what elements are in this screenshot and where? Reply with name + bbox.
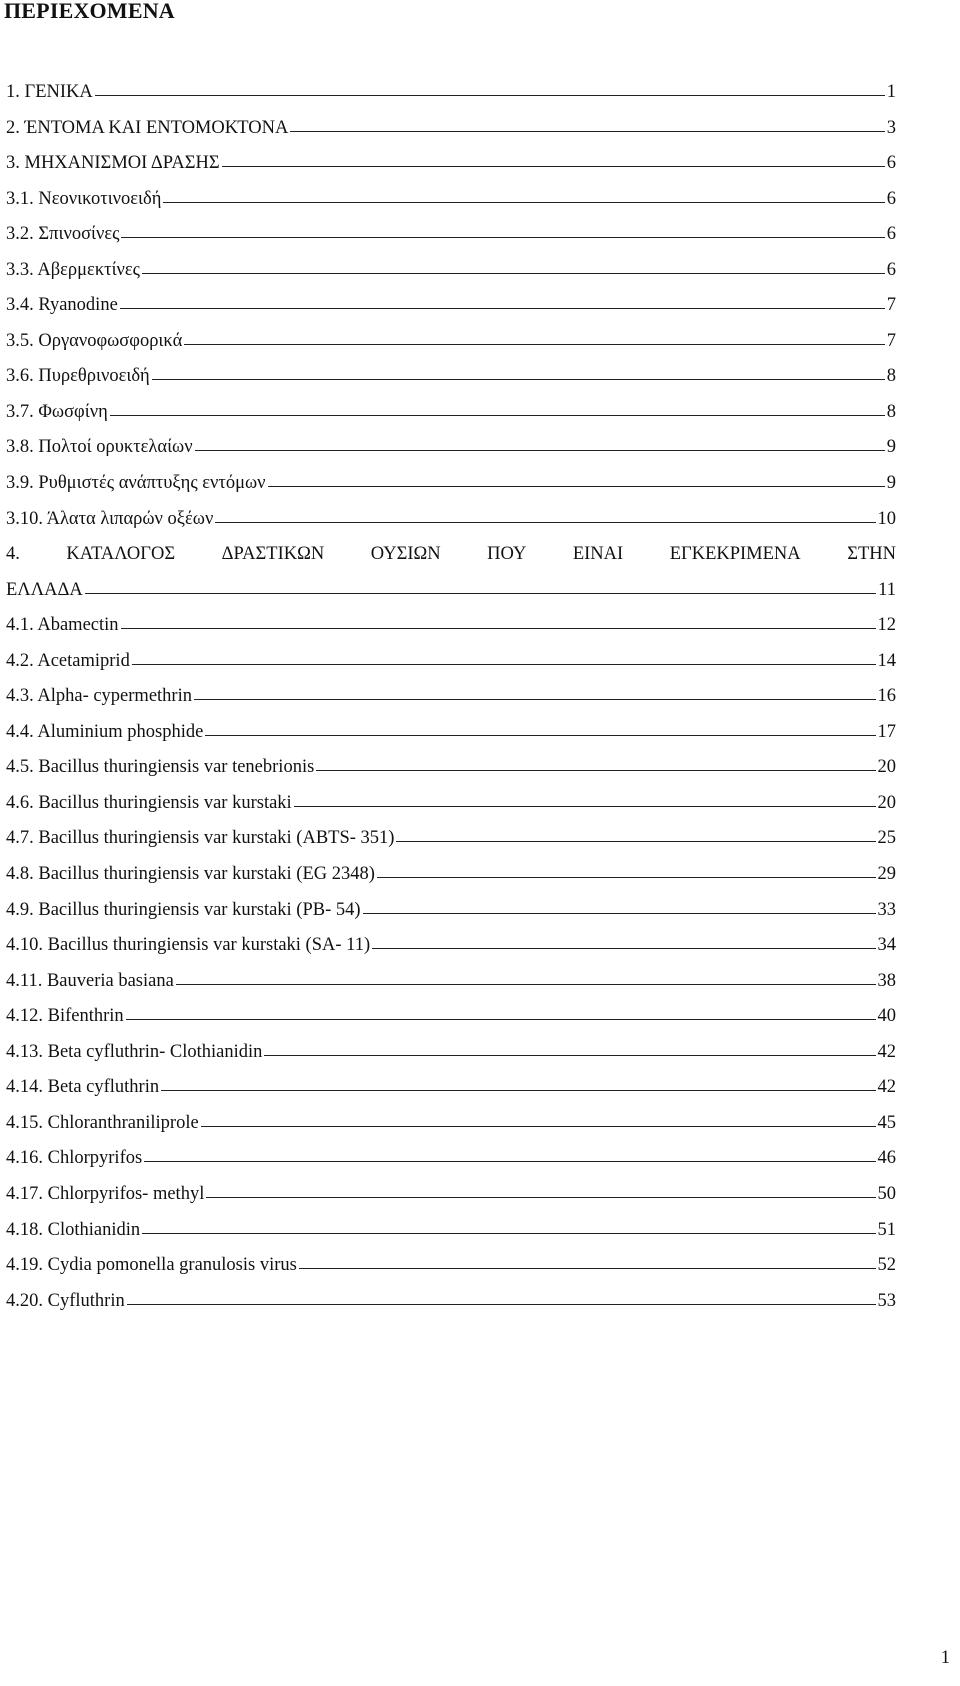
toc-entry[interactable]	[6, 684, 896, 720]
toc-entry[interactable]	[6, 258, 896, 294]
toc-entry[interactable]	[6, 1040, 896, 1076]
toc-entry-label: 4.12. Bifenthrin	[6, 1006, 124, 1027]
toc-entry[interactable]	[6, 542, 896, 578]
toc-entry-page: 6	[886, 188, 896, 209]
toc-entry-page: 40	[877, 1006, 896, 1027]
toc-entry[interactable]	[6, 969, 896, 1005]
toc-entry-label: 4.11. Bauveria basiana	[6, 970, 174, 991]
toc-dot-leader	[152, 364, 885, 380]
toc-dot-leader	[294, 791, 876, 807]
toc-entry[interactable]	[6, 1182, 896, 1218]
toc-entry-page: 38	[877, 970, 896, 991]
toc-entry-page: 9	[886, 473, 896, 494]
toc-entry-label: 4.19. Cydia pomonella granulosis virus	[6, 1255, 297, 1276]
toc-entry-page: 6	[886, 224, 896, 245]
toc-dot-leader	[372, 933, 875, 949]
toc-dot-leader	[176, 969, 876, 985]
toc-entry[interactable]	[6, 1111, 896, 1147]
toc-dot-leader	[161, 1075, 875, 1091]
toc-entry-label: 4. ΚΑΤΑΛΟΓΟΣ ΔΡΑΣΤΙΚΩΝ ΟΥΣΙΩΝ ΠΟΥ ΕΙΝΑΙ ΕΓΚΕΚΡΙΜΕΝΑ ΣΤΗΝ	[6, 544, 896, 565]
toc-dot-leader	[201, 1111, 876, 1127]
toc-entry[interactable]	[6, 329, 896, 365]
toc-entry-page: 42	[877, 1077, 896, 1098]
toc-entry-label: 4.2. Acetamiprid	[6, 650, 130, 671]
toc-dot-leader	[85, 578, 876, 594]
toc-entry[interactable]	[6, 507, 896, 543]
toc-dot-leader	[121, 222, 884, 238]
toc-entry-label: 4.5. Bacillus thuringiensis var tenebrionis	[6, 757, 315, 778]
toc-entry[interactable]	[6, 293, 896, 329]
toc-entry-page: 14	[877, 650, 896, 671]
toc-dot-leader	[205, 720, 875, 736]
page-number: 1	[940, 1648, 950, 1668]
toc-entry-label: 3.5. Οργανοφωσφορικά	[6, 330, 183, 351]
toc-entry-label: 1. ΓΕΝΙΚΑ	[6, 82, 93, 102]
toc-dot-leader	[264, 1040, 875, 1056]
toc-entry-page: 20	[877, 792, 896, 813]
toc-entry-page: 7	[886, 295, 896, 316]
toc-entry-page: 33	[877, 899, 896, 920]
toc-entry-page: 42	[877, 1041, 896, 1062]
toc-dot-leader	[396, 826, 875, 842]
toc-entry-page: 53	[877, 1290, 896, 1311]
toc-entry-label: 3.7. Φωσφίνη	[6, 401, 108, 422]
toc-entry-label: 3.2. Σπινοσίνες	[6, 224, 120, 245]
toc-dot-leader	[363, 898, 876, 914]
toc-entry[interactable]	[6, 1075, 896, 1111]
toc-dot-leader	[142, 258, 885, 274]
toc-entry[interactable]	[6, 471, 896, 507]
toc-entry[interactable]	[6, 826, 896, 862]
toc-entry-page: 6	[886, 153, 896, 174]
toc-entry-page: 7	[886, 330, 896, 351]
toc-dot-leader	[120, 293, 885, 309]
toc-entry-label: 3.6. Πυρεθρινοειδή	[6, 366, 150, 387]
toc-entry-page: 3	[886, 117, 896, 138]
toc-dot-leader	[110, 400, 885, 416]
toc-entry-page: 45	[877, 1112, 896, 1133]
toc-entry-label: 3.4. Ryanodine	[6, 295, 118, 316]
toc-entry-label: 3. ΜΗΧΑΝΙΣΜΟΙ ΔΡΑΣΗΣ	[6, 153, 220, 174]
toc-entry-label: 3.1. Νεονικοτινοειδή	[6, 188, 162, 209]
toc-entry-label: 4.15. Chloranthraniliprole	[6, 1112, 199, 1133]
toc-entry[interactable]	[6, 791, 896, 827]
toc-entry-label: ΕΛΛΑΔΑ	[6, 579, 83, 600]
toc-entry-label: 4.9. Bacillus thuringiensis var kurstaki (PB- 54)	[6, 899, 361, 920]
toc-dot-leader	[126, 1004, 876, 1020]
toc-dot-leader	[215, 507, 875, 523]
toc-dot-leader	[377, 862, 876, 878]
toc-dot-leader	[195, 435, 885, 451]
toc-entry-page: 8	[886, 401, 896, 422]
toc-entry-page: 10	[877, 508, 896, 529]
toc-dot-leader	[144, 1146, 875, 1162]
toc-entry-label: 4.10. Bacillus thuringiensis var kurstaki (SA- 11)	[6, 935, 371, 956]
toc-entry-label: 4.20. Cyfluthrin	[6, 1290, 125, 1311]
toc-dot-leader	[268, 471, 885, 487]
toc-entry[interactable]	[6, 1146, 896, 1182]
toc-entry[interactable]	[6, 1253, 896, 1289]
page-title: ΠΕΡΙΕΧΟΜΕΝΑ	[4, 0, 175, 23]
toc-entry[interactable]	[6, 1218, 896, 1254]
toc-dot-leader	[163, 187, 884, 203]
toc-entry[interactable]	[6, 435, 896, 471]
toc-dot-leader	[95, 80, 885, 96]
toc-entry[interactable]	[6, 1004, 896, 1040]
toc-entry[interactable]	[6, 933, 896, 969]
toc-entry-label: 3.10. Άλατα λιπαρών οξέων	[6, 508, 214, 529]
toc-entry-page: 17	[877, 721, 896, 742]
toc-entry-page: 1	[886, 82, 896, 102]
toc-entry-label: 3.9. Ρυθμιστές ανάπτυξης εντόμων	[6, 473, 266, 494]
toc-dot-leader	[290, 116, 884, 132]
toc-entry-page: 46	[877, 1148, 896, 1169]
toc-entry[interactable]	[6, 222, 896, 258]
toc-entry-label: 3.8. Πολτοί ορυκτελαίων	[6, 437, 193, 458]
toc-entry[interactable]	[6, 187, 896, 223]
toc-entry-label: 4.18. Clothianidin	[6, 1219, 141, 1240]
toc-entry-label: 4.3. Alpha- cypermethrin	[6, 686, 192, 707]
toc-entry-page: 11	[878, 579, 896, 600]
toc-entry-page: 8	[886, 366, 896, 387]
toc-dot-leader	[132, 649, 876, 665]
toc-entry-label: 4.14. Beta cyfluthrin	[6, 1077, 160, 1098]
toc-dot-leader	[142, 1218, 875, 1234]
toc-entry-page: 16	[877, 686, 896, 707]
toc-entry[interactable]	[6, 898, 896, 934]
toc-entry-label: 4.8. Bacillus thuringiensis var kurstaki (EG 2348)	[6, 864, 375, 885]
toc-entry-page: 52	[877, 1255, 896, 1276]
table-of-contents	[6, 80, 896, 1324]
toc-entry[interactable]	[6, 720, 896, 756]
toc-entry[interactable]	[6, 862, 896, 898]
toc-entry-page: 34	[877, 935, 896, 956]
toc-entry[interactable]	[6, 578, 896, 614]
toc-entry-page: 9	[886, 437, 896, 458]
toc-entry[interactable]	[6, 1289, 896, 1325]
toc-dot-leader	[316, 755, 875, 771]
toc-entry-label: 4.13. Beta cyfluthrin- Clothianidin	[6, 1041, 263, 1062]
toc-entry-page: 29	[877, 864, 896, 885]
toc-entry-label: 4.4. Aluminium phosphide	[6, 721, 204, 742]
toc-entry[interactable]	[6, 613, 896, 649]
toc-entry[interactable]	[6, 649, 896, 685]
toc-dot-leader	[127, 1289, 876, 1305]
toc-entry-label: 3.3. Αβερμεκτίνες	[6, 259, 141, 280]
toc-entry-label: 4.7. Bacillus thuringiensis var kurstaki (ABTS- 351)	[6, 828, 395, 849]
toc-entry[interactable]	[6, 364, 896, 400]
toc-entry-label: 4.6. Bacillus thuringiensis var kurstaki	[6, 792, 292, 813]
toc-entry-page: 51	[877, 1219, 896, 1240]
toc-entry[interactable]	[6, 755, 896, 791]
toc-entry-page: 6	[886, 259, 896, 280]
toc-entry-page: 25	[877, 828, 896, 849]
toc-entry[interactable]	[6, 151, 896, 187]
toc-dot-leader	[121, 613, 876, 629]
toc-dot-leader	[222, 151, 885, 167]
toc-dot-leader	[184, 329, 884, 345]
toc-entry-label: 4.1. Abamectin	[6, 615, 119, 636]
toc-entry-page: 12	[877, 615, 896, 636]
toc-entry-label: 2. ΈΝΤΟΜΑ ΚΑΙ ΕΝΤΟΜΟΚΤΟΝΑ	[6, 117, 289, 138]
toc-dot-leader	[194, 684, 876, 700]
toc-entry[interactable]	[6, 116, 896, 152]
toc-entry-label: 4.17. Chlorpyrifos- methyl	[6, 1183, 205, 1204]
toc-dot-leader	[299, 1253, 876, 1269]
toc-entry-label: 4.16. Chlorpyrifos	[6, 1148, 143, 1169]
toc-entry-page: 20	[877, 757, 896, 778]
toc-dot-leader	[206, 1182, 875, 1198]
toc-entry[interactable]	[6, 400, 896, 436]
toc-entry-page: 50	[877, 1183, 896, 1204]
toc-entry[interactable]	[6, 80, 896, 116]
